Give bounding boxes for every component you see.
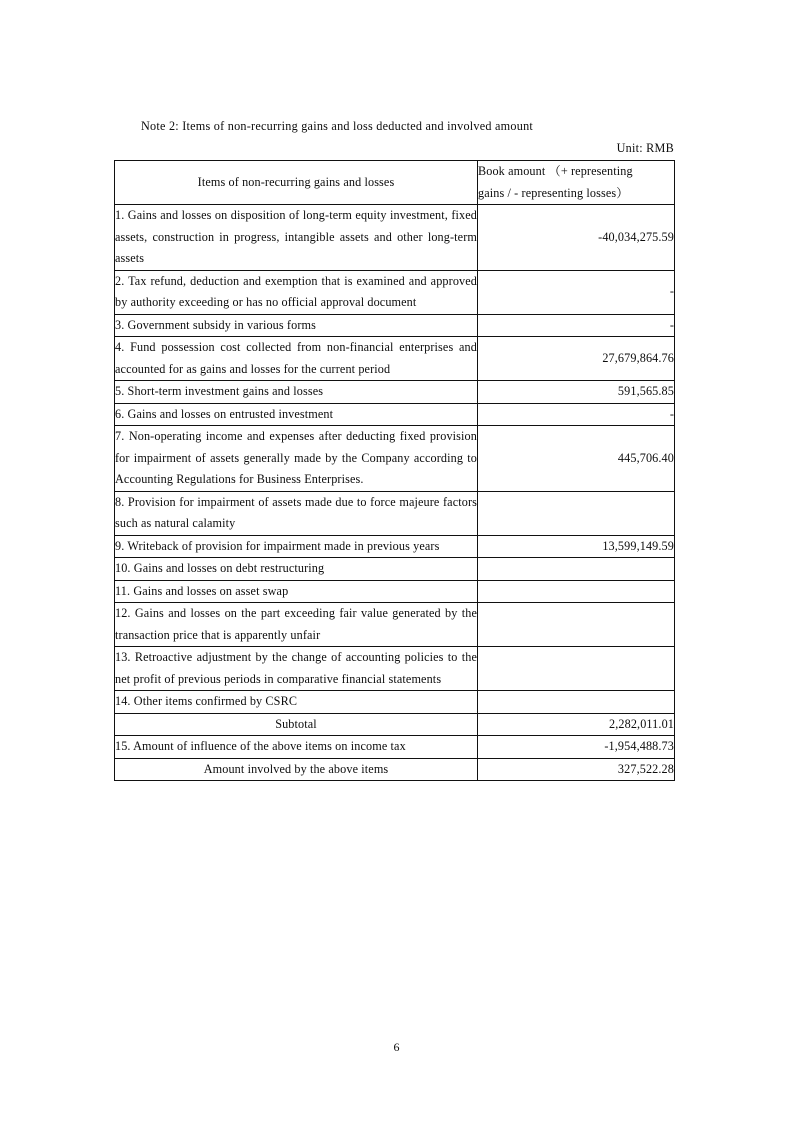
row-item-label: 12. Gains and losses on the part exceeding fair value generated by the transaction price that is apparently unfair [115,603,478,647]
table-row [115,535,675,558]
row-item-label: 2. Tax refund, deduction and exemption that is examined and approved by authority exceeding or has no official approval document [115,270,478,314]
table-row [115,558,675,581]
row-item-label: 5. Short-term investment gains and losses [115,381,478,404]
table-header [115,161,675,205]
row-item-label: 1. Gains and losses on disposition of long-term equity investment, fixed assets, construction in progress, intangible assets and other long-term assets [115,205,478,271]
column-header-book-amount [478,161,675,205]
row-book-amount [478,491,675,535]
row-item-label: 13. Retroactive adjustment by the change of accounting policies to the net profit of previous periods in comparative financial statements [115,647,478,691]
table-row [115,758,675,781]
column-header-book-amount-line1: Book amount （+ representing [478,164,633,178]
note-title: Note 2: Items of non-recurring gains and loss deducted and involved amount [141,119,534,133]
row-item-label: 9. Writeback of provision for impairment made in previous years [115,535,478,558]
table-row [115,691,675,714]
non-recurring-gains-losses-table-wrapper [114,160,674,781]
page-number: 6 [393,1040,400,1054]
row-item-label: Subtotal [115,713,478,736]
row-book-amount: 445,706.40 [478,426,675,492]
row-book-amount [478,580,675,603]
row-book-amount: -40,034,275.59 [478,205,675,271]
row-item-label: Amount involved by the above items [115,758,478,781]
column-header-items: Items of non-recurring gains and losses [115,161,478,205]
row-book-amount: - [478,270,675,314]
row-book-amount: 591,565.85 [478,381,675,404]
row-book-amount [478,603,675,647]
row-book-amount: - [478,314,675,337]
table-row [115,426,675,492]
table-row [115,337,675,381]
row-book-amount: -1,954,488.73 [478,736,675,759]
table-row [115,647,675,691]
row-book-amount: 27,679,864.76 [478,337,675,381]
table-row [115,603,675,647]
row-book-amount [478,647,675,691]
row-book-amount [478,558,675,581]
row-item-label: 4. Fund possession cost collected from non-financial enterprises and accounted for as gains and losses for the current period [115,337,478,381]
row-item-label: 7. Non-operating income and expenses after deducting fixed provision for impairment of assets generally made by the Company according to Accounting Regulations for Business Enterprises. [115,426,478,492]
unit-label: Unit: RMB [616,141,674,155]
table-row [115,381,675,404]
table-body [115,205,675,781]
non-recurring-gains-losses-table [114,160,675,781]
row-item-label: 10. Gains and losses on debt restructuring [115,558,478,581]
table-row [115,205,675,271]
column-header-book-amount-line2: gains / - representing losses） [478,185,629,200]
row-item-label: 11. Gains and losses on asset swap [115,580,478,603]
row-item-label: 8. Provision for impairment of assets made due to force majeure factors such as natural calamity [115,491,478,535]
table-row [115,580,675,603]
row-item-label: 6. Gains and losses on entrusted investment [115,403,478,426]
table-header-row [115,161,675,205]
row-book-amount: - [478,403,675,426]
row-item-label: 3. Government subsidy in various forms [115,314,478,337]
row-item-label: 15. Amount of influence of the above items on income tax [115,736,478,759]
table-row [115,403,675,426]
row-book-amount [478,691,675,714]
table-row [115,736,675,759]
table-row [115,491,675,535]
row-book-amount: 327,522.28 [478,758,675,781]
table-row [115,713,675,736]
row-item-label: 14. Other items confirmed by CSRC [115,691,478,714]
row-book-amount: 2,282,011.01 [478,713,675,736]
table-row [115,314,675,337]
table-row [115,270,675,314]
row-book-amount: 13,599,149.59 [478,535,675,558]
